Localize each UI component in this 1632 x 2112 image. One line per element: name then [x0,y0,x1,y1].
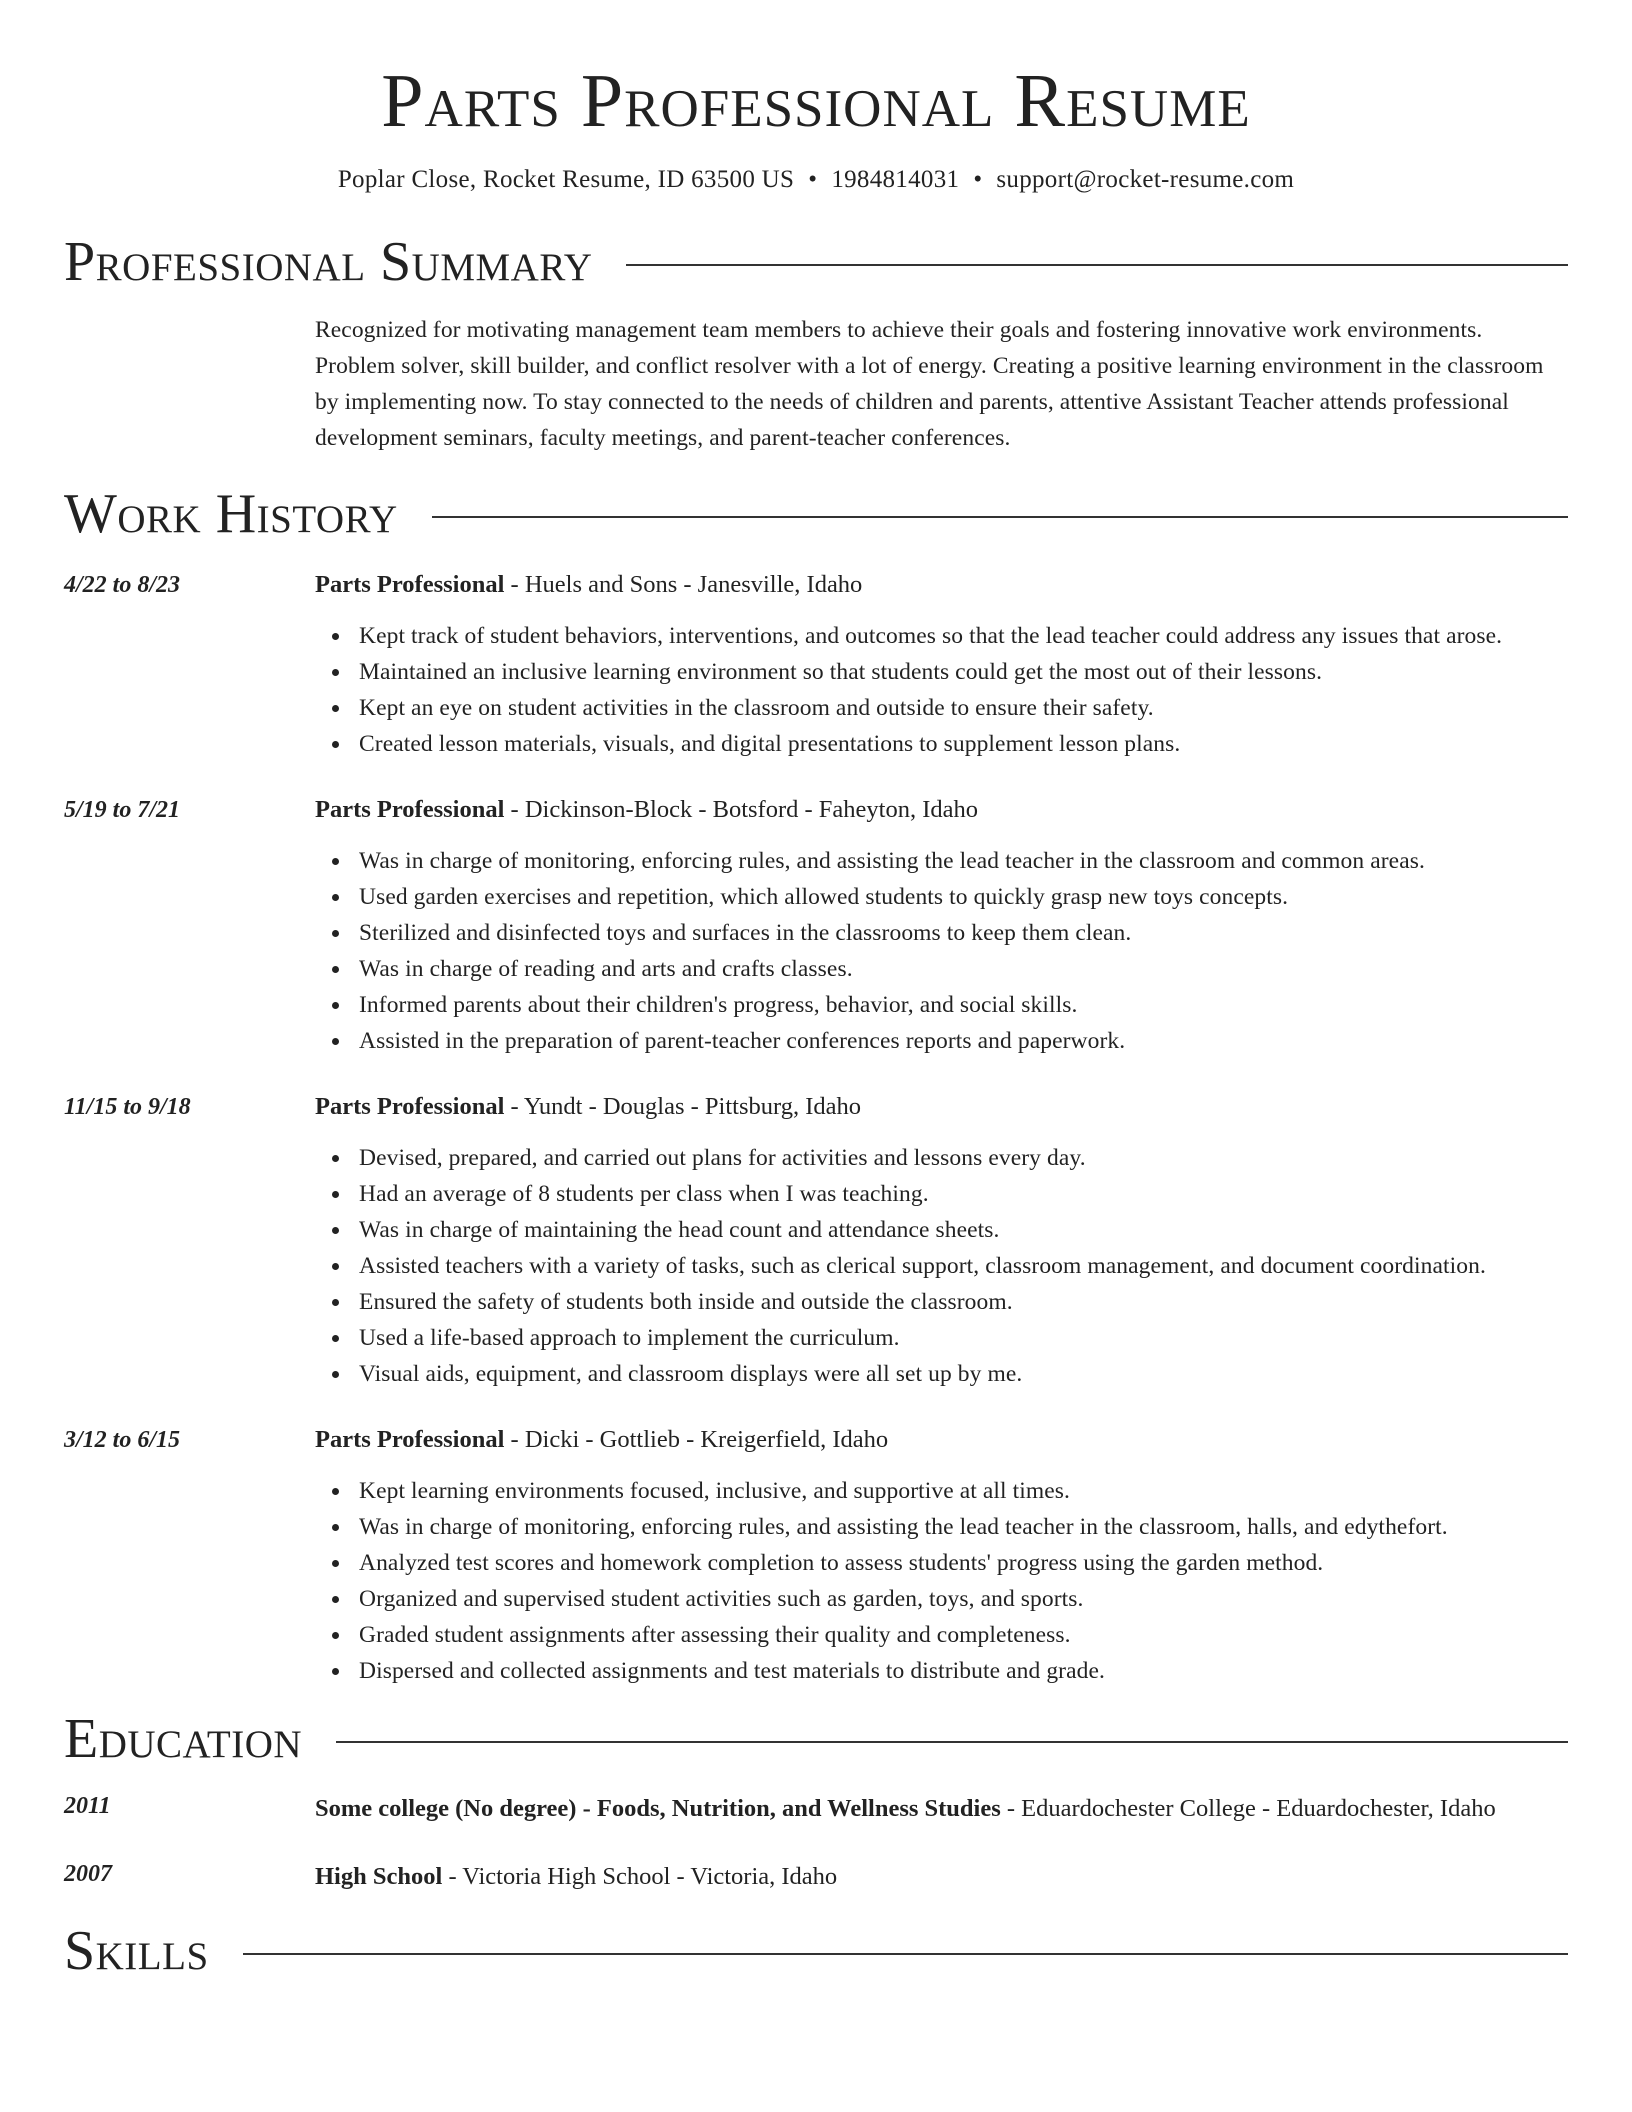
job-entry [64,1090,1568,1392]
education-header [315,1857,1568,1897]
job-bullet: Organized and supervised student activities such as garden, toys, and sports. [359,1581,1568,1617]
job-bullets [315,843,1568,1059]
contact-address: Poplar Close, Rocket Resume, ID 63500 US [337,165,795,193]
job-title: Parts Professional [315,1425,505,1453]
job-bullet: Sterilized and disinfected toys and surfaces in the classrooms to keep them clean. [359,915,1568,951]
skills-heading: Skills [64,1919,209,1982]
contact-phone: 1984814031 [831,165,960,193]
job-bullet: Visual aids, equipment, and classroom displays were all set up by me. [359,1356,1568,1392]
section-rule [243,1953,1568,1955]
job-body [315,1423,1568,1689]
job-entry [64,793,1568,1059]
section-rule [626,264,1568,266]
contact-line [64,166,1568,194]
work-heading: Work History [64,482,398,545]
education-body [315,1857,1568,1897]
job-bullet: Assisted teachers with a variety of tasks, such as clerical support, classroom management, and document coordination. [359,1248,1568,1284]
job-body [315,1090,1568,1392]
education-details: - Eduardochester College - Eduardochester, Idaho [1000,1794,1496,1822]
job-entry [64,1423,1568,1689]
job-bullet: Was in charge of monitoring, enforcing rules, and assisting the lead teacher in the classroom, halls, and edythefort. [359,1509,1568,1545]
job-bullet: Created lesson materials, visuals, and digital presentations to supplement lesson plans. [359,726,1568,762]
job-dates: 5/19 to 7/21 [64,796,181,823]
job-bullet: Maintained an inclusive learning environment so that students could get the most out of their lessons. [359,654,1568,690]
job-bullet: Kept track of student behaviors, interventions, and outcomes so that the lead teacher could address any issues that arose. [359,618,1568,654]
section-rule [432,516,1568,518]
contact-separator: • [808,165,818,193]
job-bullet: Used a life-based approach to implement the curriculum. [359,1320,1568,1356]
resume-page [64,0,1568,1982]
job-bullet: Was in charge of reading and arts and crafts classes. [359,951,1568,987]
job-entry [64,568,1568,762]
job-details: - Dickinson-Block - Botsford - Faheyton, Idaho [504,795,978,823]
summary-text: Recognized for motivating management team members to achieve their goals and fostering innovative work environments. Problem solver, skill builder, and conflict resolver with a lot of energy. Creating a positive learning environment in the classroom by implementing now. To stay connected to the needs of children and parents, attentive Assistant Teacher attends professional development seminars, faculty meetings, and parent-teacher conferences. [315,316,1544,451]
job-bullet: Used garden exercises and repetition, which allowed students to quickly grasp new toys concepts. [359,879,1568,915]
job-title: Parts Professional [315,570,505,598]
resume-title: Parts Professional Resume [381,59,1251,143]
job-bullet: Analyzed test scores and homework completion to assess students' progress using the garden method. [359,1545,1568,1581]
job-bullet: Had an average of 8 students per class when I was teaching. [359,1176,1568,1212]
job-body [315,793,1568,1059]
job-bullets [315,618,1568,762]
job-bullet: Was in charge of maintaining the head count and attendance sheets. [359,1212,1568,1248]
education-entry [64,1857,1568,1897]
section-rule [336,1741,1568,1743]
job-header [315,1423,1568,1457]
contact-separator: • [973,165,983,193]
job-details: - Huels and Sons - Janesville, Idaho [504,570,863,598]
job-dates: 11/15 to 9/18 [64,1093,191,1120]
job-bullet: Assisted in the preparation of parent-teacher conferences reports and paperwork. [359,1023,1568,1059]
job-bullets [315,1140,1568,1392]
education-year: 2007 [64,1860,112,1887]
job-bullet: Dispersed and collected assignments and test materials to distribute and grade. [359,1653,1568,1689]
education-details: - Victoria High School - Victoria, Idaho [442,1862,838,1890]
summary-section-heading [64,230,1568,293]
education-section-heading [64,1707,1568,1770]
job-bullet: Informed parents about their children's progress, behavior, and social skills. [359,987,1568,1023]
job-bullet: Graded student assignments after assessing their quality and completeness. [359,1617,1568,1653]
job-bullet: Ensured the safety of students both inside and outside the classroom. [359,1284,1568,1320]
job-bullet: Kept learning environments focused, inclusive, and supportive at all times. [359,1473,1568,1509]
job-bullet: Devised, prepared, and carried out plans for activities and lessons every day. [359,1140,1568,1176]
education-body [315,1789,1568,1829]
work-section-heading [64,482,1568,545]
education-header [315,1789,1568,1829]
job-dates: 4/22 to 8/23 [64,571,181,598]
summary-heading: Professional Summary [64,230,593,293]
job-bullet: Was in charge of monitoring, enforcing rules, and assisting the lead teacher in the classroom and common areas. [359,843,1568,879]
contact-email: support@rocket-resume.com [996,165,1295,193]
job-header [315,1090,1568,1124]
job-details: - Dicki - Gottlieb - Kreigerfield, Idaho [504,1425,889,1453]
job-dates: 3/12 to 6/15 [64,1426,181,1453]
education-year: 2011 [64,1792,111,1819]
job-title: Parts Professional [315,1092,505,1120]
job-body [315,568,1568,762]
skills-section-heading [64,1919,1568,1982]
education-heading: Education [64,1707,303,1770]
education-entry [64,1789,1568,1829]
job-title: Parts Professional [315,795,505,823]
job-header [315,793,1568,827]
job-bullet: Kept an eye on student activities in the classroom and outside to ensure their safety. [359,690,1568,726]
job-bullets [315,1473,1568,1689]
job-header [315,568,1568,602]
education-degree: High School [315,1862,443,1890]
job-details: - Yundt - Douglas - Pittsburg, Idaho [504,1092,861,1120]
education-degree: Some college (No degree) - Foods, Nutrition, and Wellness Studies [315,1794,1001,1822]
